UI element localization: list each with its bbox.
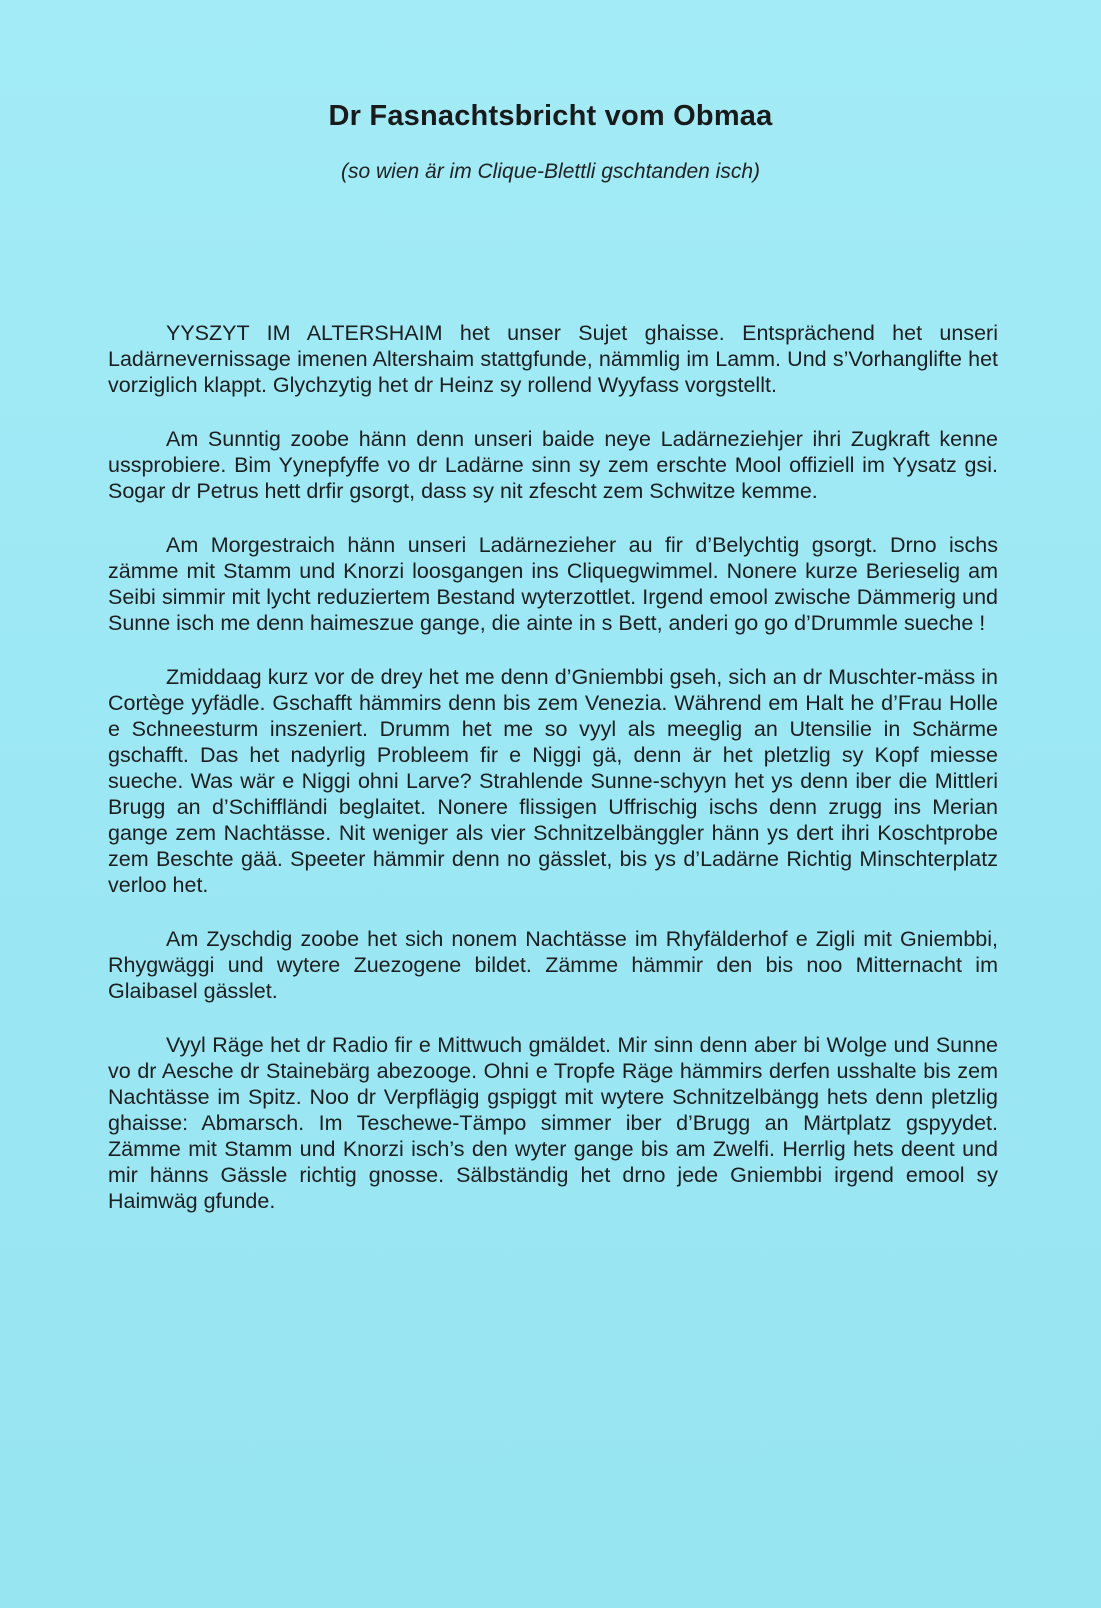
document-body (108, 320, 998, 1242)
paragraph-zyschdig: Am Zyschdig zoobe het sich nonem Nachtässe im Rhyfälderhof e Zigli mit Gniembbi, Rhygwäggi und wytere Zuezogene bildet. Zämme hämmir den bis noo Mitternacht im Glaibasel gässlet. (108, 927, 998, 1003)
paragraph-mittwuch: Vyyl Räge het dr Radio fir e Mittwuch gmäldet. Mir sinn denn aber bi Wolge und Sunne vo dr Aesche dr Stainebärg abezooge. Ohni e Tropfe Räge hämmirs derfen usshalte bis zem Nachtässe im Spitz. Noo dr Verpflägig gspiggt mit wytere Schnitzelbängg hets denn pletzlig ghaisse: Abmarsch. Im Teschewe-Tämpo simmer iber d’Brugg an Märtplatz gspyydet. Zämme mit Stamm und Knorzi isch’s den wyter gange bis am Zwelfi. Herrlig hets deent und mir hänns Gässle richtig gnosse. Sälbständig het drno jede Gniembbi irgend emool sy Haimwäg gfunde. (108, 1033, 998, 1213)
paragraph-altershaim: YYSZYT IM ALTERSHAIM het unser Sujet ghaisse. Entsprächend het unseri Ladärnevernissage imenen Altershaim stattgfunde, nämmlig im Lamm. Und s’Vorhanglifte het vorziglich klappt. Glychzytig het dr Heinz sy rollend Wyyfass vorgstellt. (108, 321, 998, 397)
paragraph-sunntig: Am Sunntig zoobe hänn denn unseri baide neye Ladärneziehjer ihri Zugkraft kenne ussprobiere. Bim Yynepfyffe vo dr Ladärne sinn sy zem erschte Mool offiziell im Yysatz gsi. Sogar dr Petrus hett drfir gsorgt, dass sy nit zfescht zem Schwitze kemme. (108, 427, 998, 503)
paragraph-morgestraich: Am Morgestraich hänn unseri Ladärnezieher au fir d’Belychtig gsorgt. Drno ischs zämme mit Stamm und Knorzi loosgangen ins Cliquegwimmel. Nonere kurze Berieselig am Seibi simmir mit lycht reduziertem Bestand wyterzottlet. Irgend emool zwische Dämmerig und Sunne isch me denn haimeszue gange, die ainte in s Bett, anderi go go d’Drummle sueche ! (108, 533, 998, 635)
page-title: Dr Fasnachtsbricht vom Obmaa (328, 100, 773, 132)
page-subtitle: (so wien är im Clique-Blettli gschtanden isch) (340, 160, 760, 183)
paragraph-zmiddaag: Zmiddaag kurz vor de drey het me denn d’Gniembbi gseh, sich an dr Muschter-mäss in Cortège yyfädle. Gschafft hämmirs denn bis zem Venezia. Während em Halt he d’Frau Holle e Schneesturm inszeniert. Drumm het me so vyyl als meeglig an Utensilie in Schärme gschafft. Das het nadyrlig Probleem fir e Niggi gä, denn är het pletzlig sy Kopf miesse sueche. Was wär e Niggi ohni Larve? Strahlende Sunne-schyyn het ys denn iber die Mittleri Brugg an d’Schiffländi beglaitet. Nonere flissigen Uffrischig ischs denn zrugg ins Merian gange zem Nachtässe. Nit weniger als vier Schnitzelbänggler hänn ys dert ihri Koschtprobe zem Beschte gää. Speeter hämmir denn no gässlet, bis ys d’Ladärne Richtig Minschterplatz verloo het. (108, 665, 998, 897)
